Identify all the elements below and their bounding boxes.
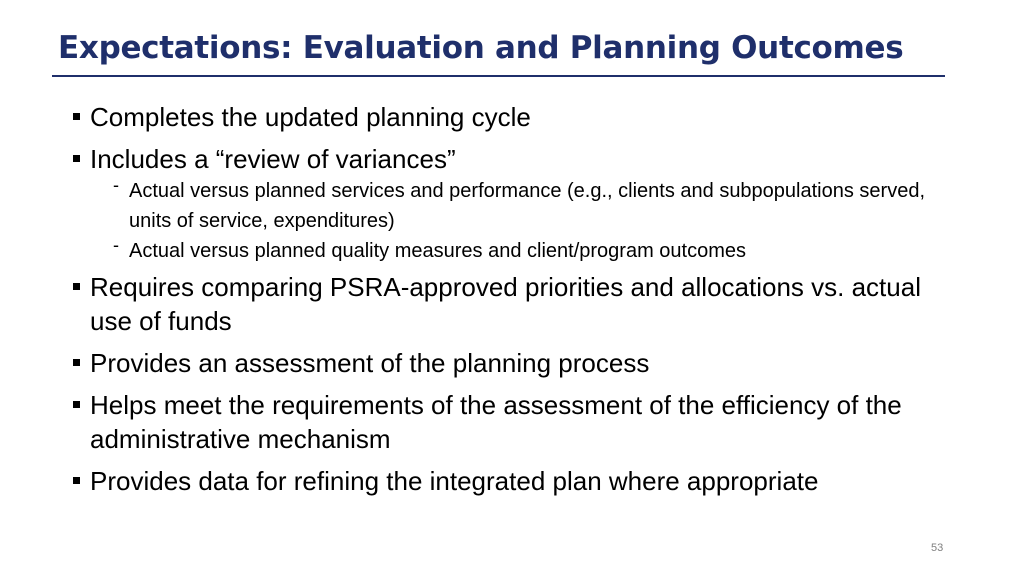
sub-bullet-item [90,236,952,266]
sub-bullet-text: Actual versus planned quality measures and client/program outcomes [129,240,746,262]
slide-title: Expectations: Evaluation and Planning Outcomes [58,30,904,66]
square-bullet-icon [73,283,80,290]
square-bullet-icon [73,359,80,366]
page-number: 53 [931,542,944,554]
title-divider [52,75,945,77]
bullet-item [72,100,952,134]
bullet-text: Provides data for refining the integrated plan where appropriate [90,466,819,496]
square-bullet-icon [73,401,80,408]
sub-bullet-item [90,176,952,236]
dash-bullet-icon: - [113,235,119,255]
square-bullet-icon [73,155,80,162]
bullet-item [72,142,952,266]
square-bullet-icon [73,113,80,120]
sub-bullet-list [90,176,952,266]
square-bullet-icon [73,477,80,484]
bullet-text: Completes the updated planning cycle [90,102,531,132]
bullet-item [72,388,952,456]
bullet-text: Requires comparing PSRA-approved priorities and allocations vs. actual use of funds [90,272,921,336]
bullet-text: Provides an assessment of the planning process [90,348,650,378]
dash-bullet-icon: - [113,175,119,195]
bullet-item [72,464,952,498]
sub-bullet-text: Actual versus planned services and performance (e.g., clients and subpopulations served, units of service, expenditures) [129,180,926,232]
bullet-item [72,346,952,380]
bullet-item [72,270,952,338]
bullet-text: Includes a “review of variances” [90,144,456,174]
bullet-text: Helps meet the requirements of the assessment of the efficiency of the administrative mechanism [90,390,902,454]
bullet-list [72,100,952,506]
